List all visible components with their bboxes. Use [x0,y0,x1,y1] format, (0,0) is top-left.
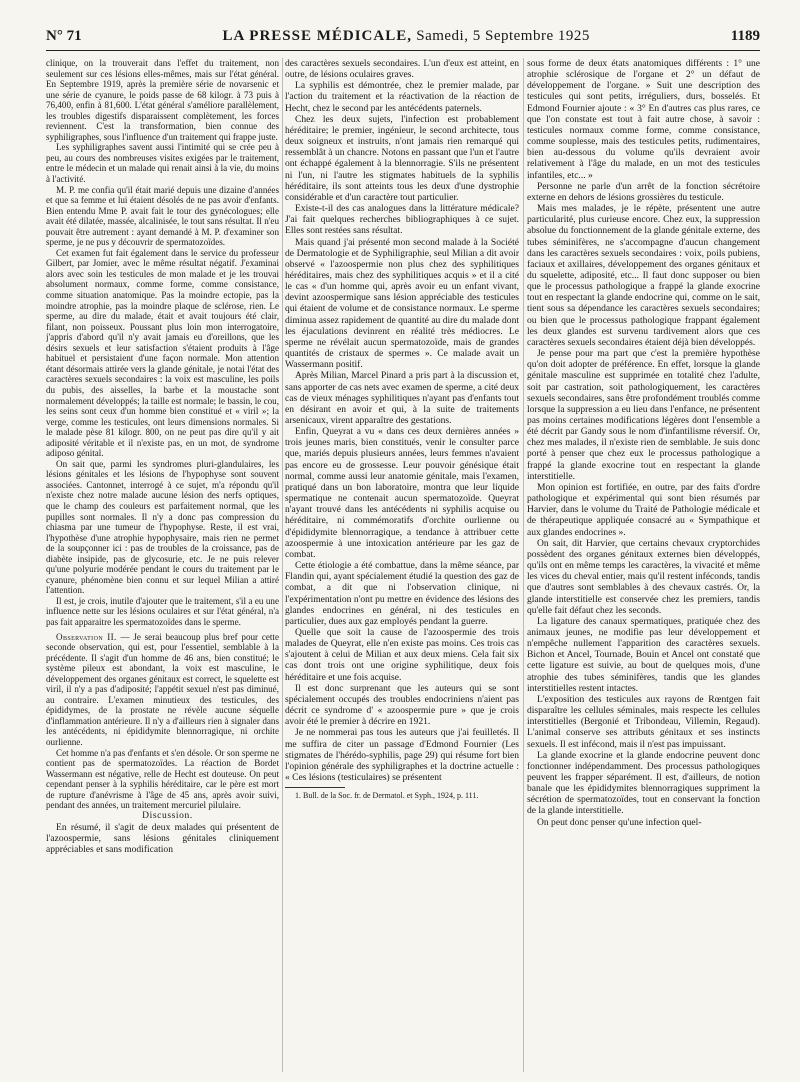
paragraph: des caractères sexuels secondaires. L'un d'eux est atteint, en outre, de lésions oculaires graves. [285,58,519,81]
paragraph: Il est donc surprenant que les auteurs qui se sont spécialement occupés des troubles endocriniens n'aient pas décrit ce syndrome d' « azoospermie pure » que je crois avoir été le premier à décrire en 1921. [285,682,519,728]
footnote: 1. Bull. de la Soc. fr. de Dermatol. et Syph., 1924, p. 111. [295,791,479,801]
observation-paragraph [46,632,279,748]
publication-title: LA PRESSE MÉDICALE, [222,28,412,44]
observation-label: Observation II. [56,631,117,642]
paragraph: On peut donc penser qu'une infection quel- [537,816,702,828]
page-header [46,28,760,51]
paragraph: La glande exocrine et la glande endocrine peuvent donc fonctionner indépendamment. Des processus pathologiques peuvent les frapper séparément. Il est, d'ailleurs, de notion banale que les épididymites blennorragiques suppriment la sécrétion de spermatozoïdes, tout en conservant la fonction de la glande interstitielle. [527,749,760,817]
paragraph: Mais mes malades, je le répète, présentent une autre particularité, plus curieuse encore. Chez eux, la suppression absolue du fonctionnement de la glande génitale externe, des tubes séminifères, ne s'accompagne d'aucun changement dans les caractères sexuels secondaires : voix, poils pubiens, faciaux et axillaires, développement des organes génitaux et du squelette, adiposité, etc... Il faut donc supposer ou bien que le processus pathologique a frappé la glande exocrine tout en respectant la glande endocrine qui, comme on le sait, tient sous sa dépendance les caractères sexuels secondaires; ou bien que le processus pathologique frappant également les deux glandes est survenu tardivement alors que ces caractères sexuels secondaires étaient déjà bien développés. [527,203,760,348]
paragraph: Cet homme n'a pas d'enfants et s'en désole. Or son sperme ne contient pas de spermatozoïdes. La réaction de Bordet Wassermann est négative, relle de Hecht est douteuse. On peut cependant penser à la syphilis héréditaire, car le père est mort de rupture d'anévrisme à l'âge de 45 ans, après avoir suivi, pendant des années, un traitement mercuriel pilulaire. [46,747,279,811]
paragraph: Cet examen fut fait également dans le service du professeur Gilbert, par Jomier, avec le même résultat négatif. J'examinai alors avec soin les testicules de mon malade et je les trouvai absolument normaux, comme forme, comme consistance, comme situation anatomique. Pas la moindre ectopie, pas la moindre atrophie, pas la moindre plaque de sclérose, rien. Le sperme, au dire du malade, était et avait toujours été clair, filant, non poisseux. Poussant plus loin mon interrogatoire, j'appris d'abord qu'il n'y avait jamais eu d'oreillons, que les désirs sexuels et leur satisfaction s'étaient produits à l'âge habituel et persistaient d'une façon normale. Mon attention étant désormais attirée vers la glande génitale, je notai l'état des caractères sexuels secondaires : la voix est masculine, les poils du pubis, des aisselles, la barbe et la moustache sont normalement développés; la taille est normale; le bassin, le cou, les seins sont ceux d'un homme bien constitué et « viril »; la verge, comme les testicules, ont leurs dimensions normales. Si le malade pèse 81 kilogr. 800, on ne peut pas dire qu'il y ait adiposité véritable et il n'existe pas, en un mot, de syndrome adiposo génital. [46,247,279,459]
paragraph: Les syphiligraphes savent aussi l'intimité qui se crée peu à peu, au cours des nombreuses visites exigées par le traitement, entre le médecin et un malade qui renait ainsi à la vie, du moins à l'activité. [46,142,279,185]
paragraph: Personne ne parle d'un arrêt de la fonction sécrétoire externe en dehors de lésions grossières du testicule. [527,180,760,203]
column-1 [46,58,279,1074]
issue-number: N° 71 [46,28,82,44]
paragraph: Enfin, Queyrat a vu « dans ces deux dernières années » trois jeunes maris, bien constitués, venir le consulter parce que, mariés depuis plusieurs années, leurs femmes n'avaient pas encore eu de grossesse. Leur pouvoir génésique était normal, comme aussi leur anatomie génitale, mais l'examen, pratiqué dans un bon laboratoire, montra que leur liquide spermatique ne contenait aucun spermatozoïde. Queyrat n'ayant trouvé dans les antécédents ni syphilis acquise ou héréditaire, ni commémoratifs d'orchite ourlienne ou d'épididymite blennorragique, a tendance à attribuer cette azoospermie à une intoxication antérieure par les gaz de combat. [285,426,519,560]
publication-masthead [223,28,590,45]
paragraph: sous forme de deux états anatomiques différents : 1° une atrophie sclérosique de l'organe et 2° un défaut de développement de l'organe. » Suit une description des testicules qui sont petits, irréguliers, durs, bosselés. Et Edmond Fournier ajoute : « 3° En d'autres cas plus rares, ce que l'on constate est tout à fait autre chose, à savoir : testicules normaux comme forme, comme consistance, comme souplesse, mais des testicules petits, rudimentaires, bien au-dessous du volume qu'ils devraient avoir relativement à l'âge du malade, en un mot des testicules infantiles, etc... » [527,58,760,181]
section-heading: Discussion. [142,810,193,821]
column-divider [523,58,524,1072]
paragraph: On sait, dit Harvier, que certains chevaux cryptorchides possèdent des organes génitaux externes bien développés, qu'ils ont en même temps les caractères, la vivacité et même les vices du cheval entier, mais qu'il restent inféconds, tandis que d'autres sont semblables à des chevaux castrés. Or, la glande interstitielle est conservée chez les premiers, tandis qu'elle fait défaut chez les seconds. [527,537,760,616]
paragraph: Cette étiologie a été combattue, dans la même séance, par Flandin qui, ayant spécialement étudié la question des gaz de combat, a dit que ni l'observation clinique, ni l'expérimentation n'ont pu mettre en évidence des lésions des glandes endocrines en général, ni des testicules en particulier, dues aux gaz employés pendant la guerre. [285,560,519,627]
paragraph: clinique, on la trouverait dans l'effet du traitement, non seulement sur ces lésions elles-mêmes, mais sur l'état général. En Septembre 1919, après la première série de novarsenic et une série de cyanure, le poids passe de 68 kilogr. à 73 puis à 76,400, enfin à 81,600. L'état général s'améliore parallèlement, les troubles digestifs disparaissent complètement, les forces reviennent. C'est la transformation, bien connue des syphiligraphes, sous l'influence d'un traitement qui frappe juste. [46,58,279,142]
paragraph: Je ne nommerai pas tous les auteurs que j'ai feuilletés. Il me suffira de citer un passage d'Edmond Fournier (Les stigmates de l'hérédo-syphilis, page 29) qui résume fort bien l'opinion générale des syphiligraphes et la doctrine actuelle : « Ces lésions (testiculaires) se présentent [285,727,519,783]
paragraph: L'exposition des testicules aux rayons de Rœntgen fait disparaître les cellules séminales, mais respecte les cellules interstitielles (Bergonié et Tribondeau, Villemin, Regaud). L'animal conserve ses attributs génitaux et ses instincts sexuels. Il est infécond, mais il n'est pas impuissant. [527,693,760,750]
paragraph: Chez les deux sujets, l'infection est probablement héréditaire; le premier, ingénieur, le second architecte, tous deux soigneux et instruits, n'ont jamais rien remarqué qui ressemblât à un chancre. Notons en passant que l'un et l'autre ont échappé également à la blennorragie. S'ils ne présentent ni l'un, ni l'autre les stigmates habituels de la syphilis héréditaire, ils sont atteints tous les deux d'une dystrophie considérable et d'un caractère tout particulier. [285,113,519,203]
footnote-rule [285,787,345,788]
paragraph: Mon opinion est fortifiée, en outre, par des faits d'ordre pathologique et expérimental qui sont bien résumés par Harvier, dans le volume du Traité de Pathologie médicale et de thérapeutique appliquée consacré au « Sympathique et aux glandes endocrines ». [527,481,760,538]
paragraph: Quelle que soit la cause de l'azoospermie des trois malades de Queyrat, elle n'en existe pas moins. Ces trois cas s'ajoutent à celui de Milian et aux deux miens. Cela fait six cas dont trois ont une origine syphilitique, deux fois héréditaire et une fois acquise. [285,626,519,683]
paragraph: Je pense pour ma part que c'est la première hypothèse qu'on doit adopter de préférence. En effet, lorsque la glande génitale masculine est supprimée en totalité chez l'adulte, soit par castration, soit pathologiquement, les caractères sexuels secondaires, sans être profondément troublés comme lorsque la suppression a eu lieu dans l'enfance, ne présentent pas moins certaines modifications légères dont l'ensemble a été décrit par Gandy sous le nom d'infantilisme réversif. Or, chez mes malades, il n'existe rien de semblable. Je suis donc porté à penser que chez eux le processus pathologique a frappé la glande exocrine tout en respectant la glande interstitielle. [527,348,760,482]
paragraph: Existe-t-il des cas analogues dans la littérature médicale? J'ai fait quelques recherches bibliographiques à ce sujet. Elles sont restées sans résultat. [285,203,519,237]
paragraph: M. P. me confia qu'il était marié depuis une dizaine d'années et que sa femme et lui étaient désolés de ne pas avoir d'enfants. Bien entendu Mme P. avait fait le tour des gynécologues; elle avait été dilatée, massée, alcalinisée, le tout sans résultat. Il n'eu pouvait être autrement : ayant demandé à M. P. d'examiner son sperme, je ne pus y découvrir de spermatozoïdes. [46,184,279,248]
column-3 [527,58,760,1074]
paragraph: On sait que, parmi les syndromes pluri-glandulaires, les lésions génitales et les lésions de l'hypophyse sont souvent associées. Cantonnet, interrogé à ce sujet, m'a répondu qu'il n'existe chez notre malade aucune lésion des nerfs optiques, que le champ des couleurs est parfaitement normal, que les pupilles sont normales. Il n'y a donc pas compression du chiasma par une tumeur de l'hypophyse. Reste, il est vrai, l'hypothèse d'une atrophie hypophysaire, mais rien ne permet de la soupçonner ici : pas de troubles de la croissance, pas de diabète insipide, pas de glycosurie, etc. Je ne puis relever qu'une polyurie modérée pendant le cours du traitement par le cyanure, phénomène bien connu et sur lequel Milian a attiré l'attention. [46,458,279,596]
paragraph: La ligature des canaux spermatiques, pratiquée chez des animaux jeunes, ne modifie pas leur développement et n'empêche nullement l'apparition des caractères sexuels. Bichon et Ancel, Tournade, Bouin et Ancel ont constaté que cette ligature est suivie, au bout de quelques mois, d'une atrophie des tubes séminifères, tandis que les glandes interstitielles restent intactes. [527,615,760,694]
paragraph: Il est, je crois, inutile d'ajouter que le traitement, s'il a eu une influence nette sur les lésions oculaires et sur l'état général, n'a pas fait apparaitre les spermatozoïdes dans le sperme. [46,595,279,627]
paragraph: En résumé, il s'agit de deux malades qui présentent de l'azoospermie, sans lésions génitales cliniquement appréciables et sans modification [46,821,279,856]
publication-date: Samedi, 5 Septembre 1925 [416,28,590,44]
paragraph: Après Milian, Marcel Pinard a pris part à la discussion et, sans apporter de cas nets avec examen de sperme, a cité deux cas de vieux ménages syphilitiques n'ayant pas d'enfants tout en désirant en avoir et qui, à la suite de traitements arsenicaux, virent apparaître des gestations. [285,370,519,426]
page-number: 1189 [730,28,760,44]
paragraph: Mais quand j'ai présenté mon second malade à la Société de Dermatologie et de Syphiligraphie, seul Milian a dit avoir observé « l'azoospermie non plus chez des syphilitiques héréditaires, mais chez des syphilitiques acquis » et il a cité le cas « d'un homme qui, après avoir eu un enfant vivant, devint azoospermique sans lésion appréciable des testicules qui étaient de volume et de consistance normaux. Le sperme diminua assez rapidement de quantité au dire du malade dont les éjaculations devinrent en réalité très médiocres. Le sperme ne révélait aucun spermatozoïde, mais de grandes quantités de cristaux de spermes ». Ce malade avait un Wassermann positif. [285,236,519,371]
observation-text: — Je serai beaucoup plus bref pour cette seconde observation, qui est, pour l'essentiel, semblable à la précédente. Il s'agit d'un homme de 46 ans, bien constitué; le système pileux est abondant, la voix est masculine, le développement des organes génitaux est correct, le squelette est viril, il n'y a pas d'adiposité; l'appétit sexuel n'est pas diminué, au contraire. L'examen minutieux des testicules, des épididymes, de la prostate ne révèle aucune séquelle d'inflammation antérieure. Il n'y a d'ailleurs rien à signaler dans les antécédents, ni épididymite blennorragique, ni orchite ourlienne. [46,631,279,747]
column-divider [282,58,283,1072]
paragraph: La syphilis est démontrée, chez le premier malade, par l'action du traitement et la réactivation de la réaction de Hecht, chez le second par les antécédents paternels. [285,80,519,114]
column-2 [285,58,519,1074]
